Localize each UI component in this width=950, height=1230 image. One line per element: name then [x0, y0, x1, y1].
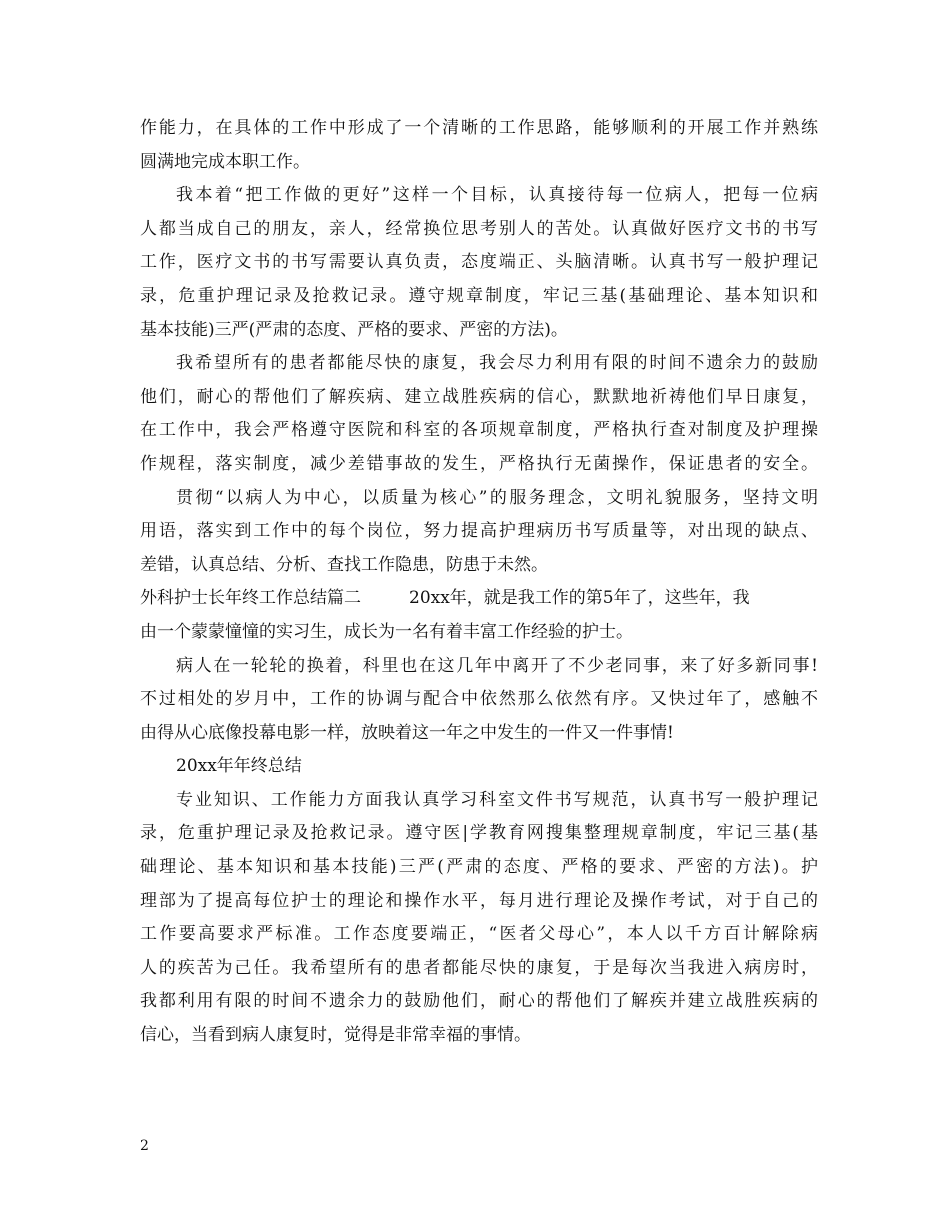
paragraph-start-line: 专业知识、工作能力方面我认真学习科室文件书写规范，认真书写一般护理记: [176, 789, 818, 810]
text-line: 我都利用有限的时间不遗余力的鼓励他们，耐心的帮他们了解疾并建立战胜疾病的: [140, 991, 818, 1012]
text-line: 圆满地完成本职工作。: [140, 151, 310, 172]
text-line: 作规程，落实制度，减少差错事故的发生，严格执行无菌操作，保证患者的安全。: [140, 453, 818, 474]
text-line: 在工作中，我会严格遵守医院和科室的各项规章制度，严格执行查对制度及护理操: [140, 420, 818, 441]
text-line: 人都当成自己的朋友，亲人，经常换位思考别人的苦处。认真做好医疗文书的书写: [140, 218, 818, 239]
text-line: 他们，耐心的帮他们了解疾病、建立战胜疾病的信心，默默地祈祷他们早日康复，: [140, 386, 818, 407]
paragraph-start-line: 我本着“把工作做的更好”这样一个目标，认真接待每一位病人，把每一位病: [176, 185, 818, 206]
text-line: 由得从心底像投幕电影一样，放映着这一年之中发生的一件又一件事情!: [140, 722, 674, 743]
text-line: 录，危重护理记录及抢救记录。遵守规章制度，牢记三基(基础理论、基本知识和: [140, 285, 818, 306]
section-title-line: [140, 582, 818, 616]
text-line: 础理论、基本知识和基本技能)三严(严肃的态度、严格的要求、严密的方法)。护: [140, 857, 818, 878]
subheading-line: 20xx年年终总结: [176, 756, 302, 777]
text-line: 理部为了提高每位护士的理论和操作水平，每月进行理论及操作考试，对于自己的: [140, 890, 818, 911]
text-line: 工作，医疗文书的书写需要认真负责，态度端正、头脑清晰。认真书写一般护理记: [140, 252, 818, 273]
page-number: 2: [140, 1138, 149, 1154]
text-line: 作能力，在具体的工作中形成了一个清晰的工作思路，能够顺利的开展工作并熟练: [140, 118, 818, 138]
text-line: 差错，认真总结、分析、查找工作隐患，防患于未然。: [140, 554, 548, 575]
text-line: 不过相处的岁月中，工作的协调与配合中依然那么依然有序。又快过年了，感触不: [140, 689, 818, 710]
section-title: 外科护士长年终工作总结篇二: [140, 588, 361, 609]
text-line: 由一个蒙蒙憧憧的实习生，成长为一名有着丰富工作经验的护士。: [140, 621, 633, 642]
text-line: 基本技能)三严(严肃的态度、严格的要求、严密的方法)。: [140, 319, 568, 340]
paragraph-start-line: 病人在一轮轮的换着，科里也在这几年中离开了不少老同事，来了好多新同事!: [176, 655, 818, 676]
text-line: 用语，落实到工作中的每个岗位，努力提高护理病历书写质量等，对出现的缺点、: [140, 521, 818, 542]
paragraph-start-line: 贯彻“以病人为中心，以质量为核心”的服务理念，文明礼貌服务，坚持文明: [176, 487, 818, 508]
text-line: 录，危重护理记录及抢救记录。遵守医|学教育网搜集整理规章制度，牢记三基(基: [140, 823, 818, 844]
text-line: 人的疾苦为己任。我希望所有的患者都能尽快的康复，于是每次当我进入病房时，: [140, 957, 818, 978]
section-intro-text: 20xx年，就是我工作的第5年了，这些年，我: [409, 588, 750, 609]
paragraph-start-line: 我希望所有的患者都能尽快的康复，我会尽力利用有限的时间不遗余力的鼓励: [176, 353, 818, 374]
document-body: [140, 112, 818, 1053]
text-line: 工作要高要求严标准。工作态度要端正，“医者父母心”，本人以千方百计解除病: [140, 924, 818, 945]
text-line: 信心，当看到病人康复时，觉得是非常幸福的事情。: [140, 1025, 531, 1046]
